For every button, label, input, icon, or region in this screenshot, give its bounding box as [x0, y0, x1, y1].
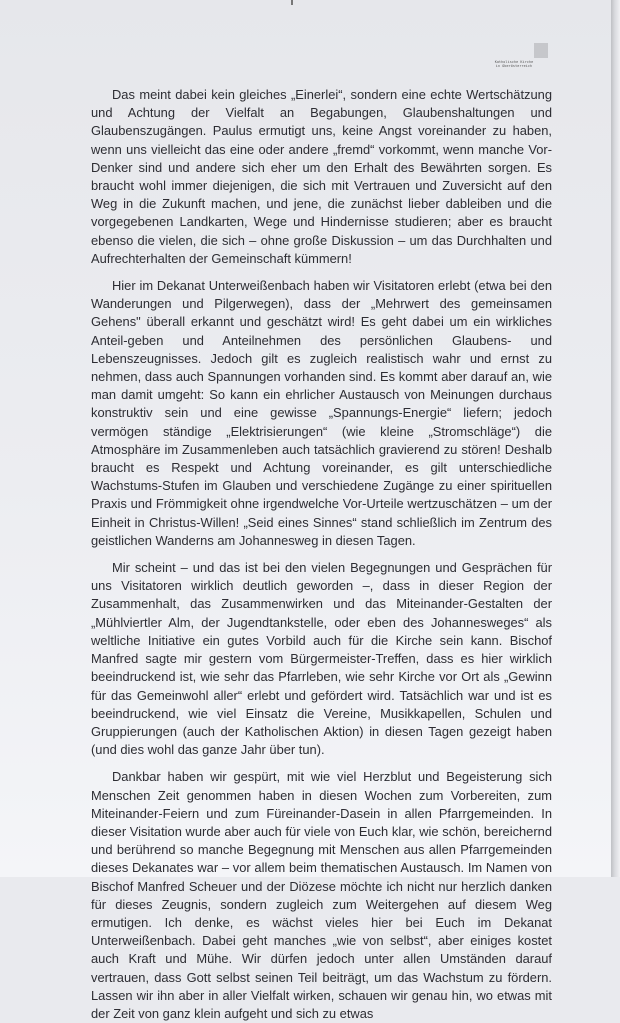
logo-line-2: in Oberösterreich	[495, 64, 533, 68]
logo-line-1: Katholische Kirche	[494, 60, 534, 64]
logo-emblem-icon	[534, 43, 548, 58]
paragraph-4: Dankbar haben wir gespürt, mit wie viel Herzblut und Begeisterung sich Menschen Zeit genommen haben in diesen Wochen zum Vorbereiten, zum Miteinander-Feiern und zum Füreinander-Dasein in allen Pfarrgemeinden. In dieser Visitation wurde aber auch für viele von Euch klar, wie schön, bereichernd und berührend so manche Begegnung mit Menschen aus allen Pfarrgemeinden dieses Dekanates war – vor allem beim thematischen Austausch. Im Namen von Bischof Manfred Scheuer und der Diözese möchte ich nicht nur herzlich danken für dieses Zeugnis, sondern zugleich zum Weitergehen auf diesem Weg ermutigen. Ich denke, es wächst vieles hier bei Euch im Dekanat Unterweißenbach. Dabei geht manches „wie von selbst“, aber einiges kostet auch Kraft und Mühe. Wir dürfen jedoch unter allen Umständen darauf vertrauen, dass Gott selbst seinen Teil beiträgt, um das Wachstum zu fördern. Lassen wir ihn aber in aller Vielfalt wirken, schauen wir genau hin, wo etwas mit der Zeit von ganz klein aufgeht und sich zu etwas	[91, 769, 552, 1021]
paragraph-2: Hier im Dekanat Unterweißenbach haben wir Visitatoren erlebt (etwa bei den Wanderungen und Pilgerwegen), dass der „Mehrwert des gemeinsamen Gehens" überall erkannt und geschätzt wird! Es geht dabei um ein wirkliches Anteil-geben und Anteilnehmen des persönlichen Glaubens- und Lebenszeugnisses. Jedoch gilt es zugleich realistisch wahr und ernst zu nehmen, dass auch Spannungen vorhanden sind. Es kommt aber darauf an, wie man damit umgeht: So kann ein ehrlicher Austausch von Meinungen durchaus konstruktiv sein und eine gewisse „Spannungs-Energie“ liefern; jedoch vermögen ständige „Elektrisierungen“ (wie kleine „Stromschläge“) die Atmosphäre im Zusammenleben auch tatsächlich gravierend zu stören! Deshalb braucht es Respekt und Achtung voreinander, es gilt unterschiedliche Wachstums-Stufen im Glauben und verschiedene Zugänge zu einer spirituellen Praxis und Frömmigkeit ohne irgendwelche Vor-Urteile wertzuschätzen – um der Einheit in Christus-Willen! „Seid eines Sinnes“ stand schließlich im Zentrum des geistlichen Wanderns am Johannesweg in diesen Tagen.	[91, 278, 552, 548]
scan-mark	[291, 0, 293, 5]
logo-text	[484, 60, 544, 68]
page-edge-shadow	[611, 0, 620, 877]
paragraph-3: Mir scheint – und das ist bei den vielen Begegnungen und Gesprächen für uns Visitatoren wirklich deutlich geworden –, dass in dieser Region der Zusammenhalt, das Zusammenwirken und das Miteinander-Gestalten der „Mühlviertler Alm, der Jugendtankstelle, oder eben des Johannesweges“ als weltliche Initiative ein gutes Vorbild auch für die Kirche sein kann. Bischof Manfred sagte mir gestern vom Bürgermeister-Treffen, dass es hier wirklich beeindruckend ist, wie sehr das Pfarrleben, wie sehr Kirche vor Ort als „Gewinn für das Gemeinwohl aller“ erlebt und gefördert wird. Tatsächlich war und ist es beeindruckend, wie viel Einsatz die Vereine, Musikkapellen, Schulen und Gruppierungen (auch der Katholischen Aktion) in diesen Tagen gezeigt haben (und dies wohl das ganze Jahr über tun).	[91, 560, 552, 758]
church-logo	[484, 43, 554, 73]
paragraph-1: Das meint dabei kein gleiches „Einerlei“, sondern eine echte Wertschätzung und Achtung der Vielfalt an Begabungen, Glaubenshaltungen und Glaubenszugängen. Paulus ermutigt uns, keine Angst voreinander zu haben, wenn uns vielleicht das eine oder andere „fremd“ vorkommt, wenn manche Vor-Denker sind und andere sich eher um den Erhalt des Bewährten sorgen. Es braucht wohl immer diejenigen, die sich mit Vertrauen und Zuversicht auf den Weg in die Zukunft machen, und jene, die zunächst lieber dableiben und die vorgegebenen Landkarten, Wege und Hindernisse studieren; aber es braucht ebenso die vielen, die sich – ohne große Diskussion – um das Durchhalten und Aufrechterhalten der Gemeinschaft kümmern!	[91, 87, 552, 266]
letter-body	[91, 86, 552, 1023]
